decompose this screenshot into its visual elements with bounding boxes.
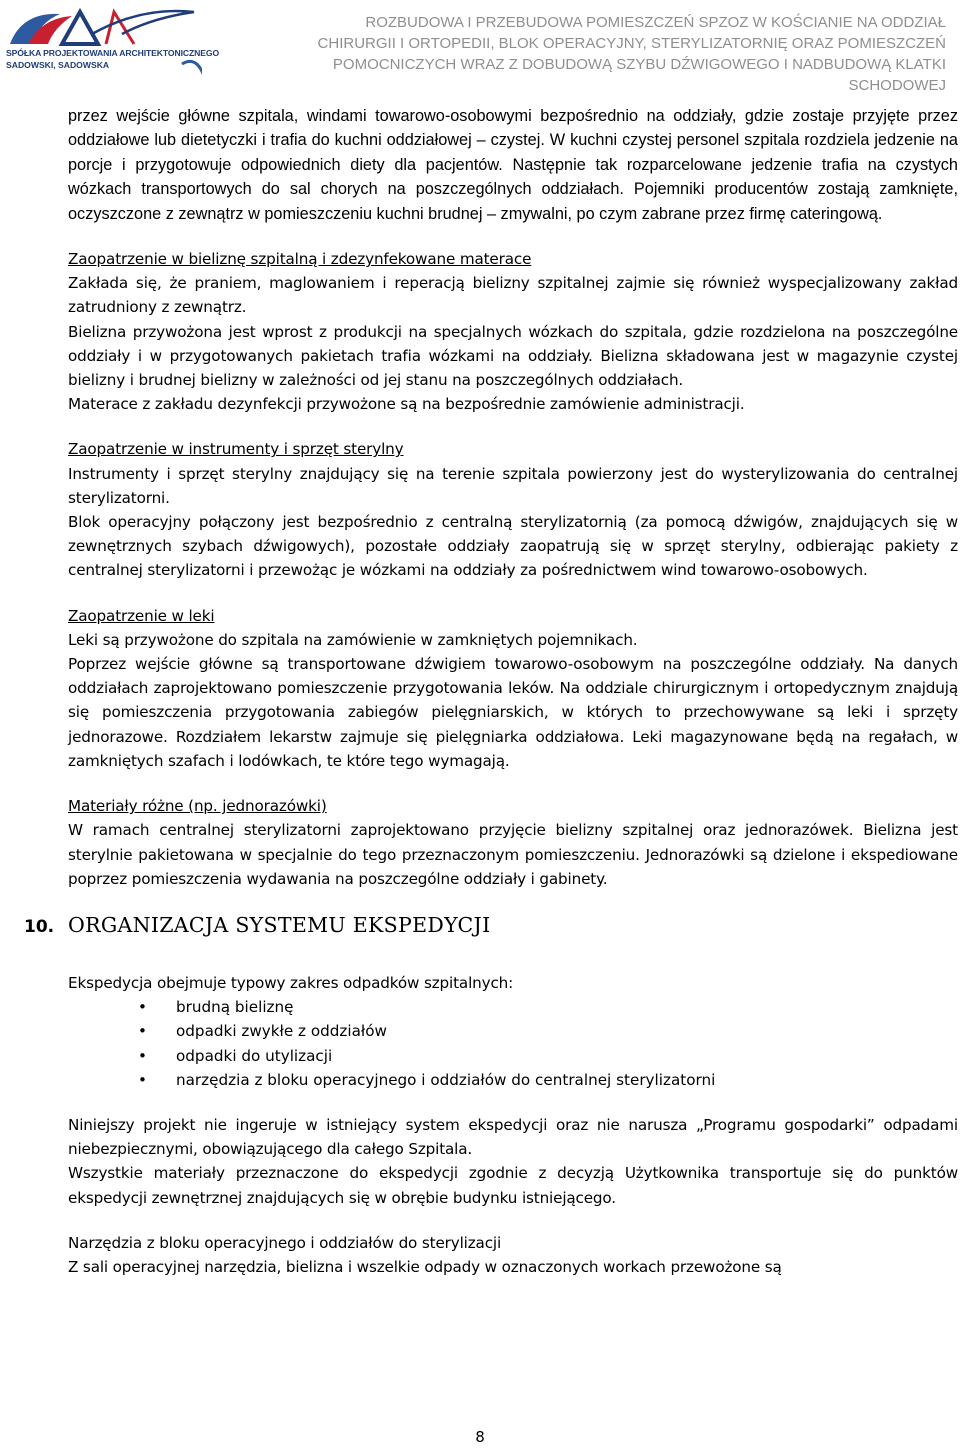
company-logo [2, 4, 220, 84]
medicines-paragraph-2: Poprzez wejście główne są transportowane dźwigiem towarowo-osobowym na poszczególne oddziały. Na danych oddziałach zaprojektowano pomieszczenie przygotowania leków. Na oddziale chirurgicznym i ortopedycznym znajdują się pomieszczenia przygotowania zabiegów pielęgniarskich, w których to przechowywane są leki i sprzęty jednorazowe. Rozdziałem lekarstw zajmuje się pielęgniarka oddziałowa. Leki magazynowane będą na regałach, w zamkniętych szafach i lodówkach, te które tego wymagają. [68, 655, 958, 770]
tools-paragraph: Z sali operacyjnej narzędzia, bielizna i wszelkie odpady w oznaczonych workach przewożone są [68, 1257, 782, 1276]
linen-paragraph-3: Materace z zakładu dezynfekcji przywożone są na bezpośrednie zamówienie administracji. [68, 395, 745, 414]
paragraph [68, 104, 958, 226]
medicines-paragraph-1: Leki są przywożone do szpitala na zamówienie w zamkniętych pojemnikach. [68, 630, 638, 649]
logo-graphic [2, 4, 202, 84]
medicines-heading: Zaopatrzenie w leki [68, 606, 215, 625]
list-item: • narzędzia z bloku operacyjnego i oddziałów do centralnej sterylizatorni [138, 1068, 958, 1092]
linen-heading: Zaopatrzenie w bieliznę szpitalną i zdezynfekowane materace [68, 250, 532, 269]
logo-company-name: SPÓŁKA PROJEKTOWANIA ARCHITEKTONICZNEGO [6, 48, 220, 58]
materials-heading: Materiały różne (np. jednorazówki) [68, 797, 327, 816]
expedition-intro: Ekspedycja obejmuje typowy zakres odpadków szpitalnych: [68, 973, 514, 992]
expedition-paragraph-1: Niniejszy projekt nie ingeruje w istniejący system ekspedycji oraz nie narusza „Programu gospodarki” odpadami niebezpiecznymi, obowiązującego dla całego Szpitala. [68, 1115, 958, 1159]
bullet-icon: • [138, 998, 147, 1017]
linen-paragraph-2: Bielizna przywożona jest wprost z produkcji na specjalnych wózkach do szpitala, gdzie rozdzielona na poszczególne oddziały i w przygotowanych pakietach trafia wózkami na oddziały. Bielizna składowana jest w magazynie czystej bielizny i brudnej bielizny w zależności od jej stanu na poszczególnych oddziałach. [68, 322, 958, 390]
section-number: 10. [24, 916, 55, 937]
waste-list [68, 995, 958, 1092]
section-10-heading [24, 913, 958, 947]
instruments-paragraph-2: Blok operacyjny połączony jest bezpośrednio z centralną sterylizatornią (za pomocą dźwigów, znajdujących się w zewnętrznych szybach dźwigowych), pozostałe oddziały zaopatrują się w sprzęt sterylny, odbierając pakiety z centralnej sterylizatorni i przewożąc je wózkami na oddziały za pośrednictwem wind towarowo-osobowych. [68, 513, 958, 580]
logo-owner-names: SADOWSKI, SADOWSKA [6, 60, 110, 70]
food-distribution-text: przez wejście główne szpitala, windami towarowo-osobowymi bezpośrednio na oddziały, gdzie zostaje przyjęte przez oddziałowe lub dietetyczki i trafia do kuchni oddziałowej – czystej. W kuchni czystej personel szpitala rozdziela jedzenie na porcje i przygotowuje odpowiednich diety dla pacjentów. [68, 107, 958, 174]
bullet-icon: • [138, 1046, 147, 1065]
bullet-icon: • [138, 1022, 147, 1041]
instruments-heading: Zaopatrzenie w instrumenty i sprzęt sterylny [68, 440, 404, 459]
instruments-paragraph-1: Instrumenty i sprzęt sterylny znajdujący się na terenie szpitala powierzony jest do wysterylizowania do centralnej sterylizatorni. [68, 464, 958, 507]
tools-subheading: Narzędzia z bloku operacyjnego i oddziałów do sterylizacji [68, 1233, 502, 1252]
linen-paragraph-1: Zakłada się, że praniem, maglowaniem i reperacją bielizny szpitalnej zajmie się również wyspecjalizowany zakład zatrudniony z zewnątrz. [68, 274, 958, 317]
list-item: • odpadki do utylizacji [138, 1044, 958, 1068]
list-item: • odpadki zwykłe z oddziałów [138, 1019, 958, 1043]
bullet-icon: • [138, 1070, 147, 1089]
page-header [0, 0, 960, 94]
section-title: ORGANIZACJA SYSTEMU EKSPEDYCJI [68, 912, 491, 937]
document-body [24, 104, 958, 1279]
list-item: • brudną bieliznę [138, 995, 958, 1019]
expedition-paragraph-2: Wszystkie materiały przeznaczone do ekspedycji zgodnie z decyzją Użytkownika transportuje się do punktów ekspedycji zewnętrznej znajdujących się w obrębie budynku istniejącego. [68, 1164, 958, 1207]
materials-paragraph-1: W ramach centralnej sterylizatorni zaprojektowano przyjęcie bielizny szpitalnej oraz jednorazówek. Bielizna jest sterylnie pakietowana w specjalnie do tego przeznaczonym pomieszczeniu. Jednorazówki są dzielone i ekspediowane poprzez pomieszczenia wydawania na poszczególne oddziały i gabinety. [68, 821, 958, 888]
page-number: 8 [475, 1428, 485, 1446]
project-title: ROZBUDOWA I PRZEBUDOWA POMIESZCZEŃ SPZOZ W KOŚCIANIE NA ODDZIAŁ CHIRURGII I ORTOPEDII, BLOK OPERACYJNY, STERYLIZATORNIĘ ORAZ POMIESZCZEŃ POMOCNICZYCH WRAZ Z DOBUDOWĄ SZYBU DŹWIGOWEGO I NADBUDOWĄ KLATKI SCHODOWEJ [317, 14, 946, 94]
food-distribution-text-continued: Następnie tak rozparcelowane jedzenie trafia na czystych wózkach transportowych do sal chorych na poszczególnych oddziałach. Pojemniki producentów zostają zamknięte, oczyszczone z zewnątrz w pomieszczeniu kuchni brudnej – zmywalni, po czym zabrane przez firmę cateringową. [68, 155, 958, 223]
